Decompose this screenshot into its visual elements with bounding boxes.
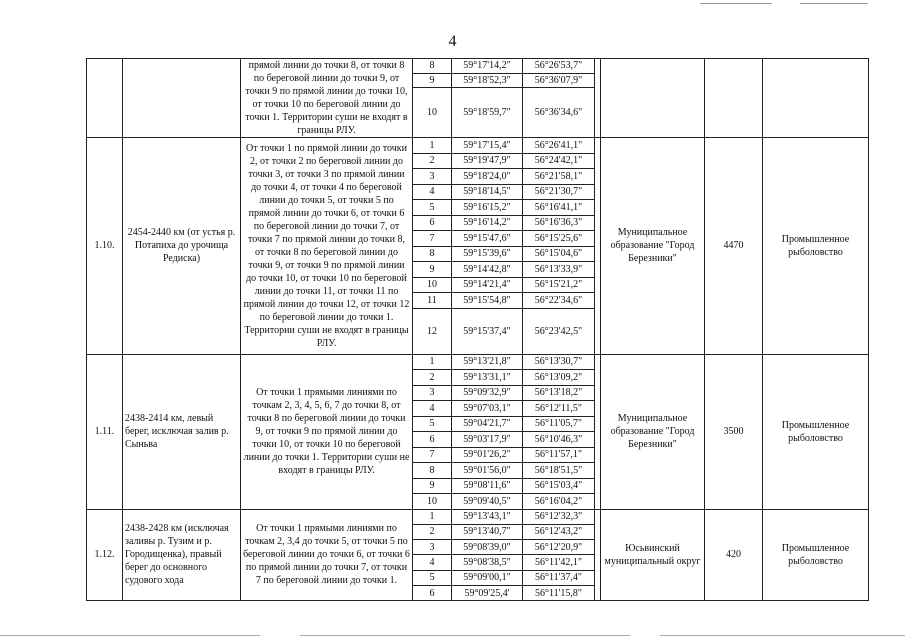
point-number: 4 (413, 401, 452, 417)
longitude-cell: 56°36'07,9" (523, 73, 595, 88)
latitude-cell: 59°14'42,8" (452, 262, 523, 278)
longitude-cell: 56°15'04,6" (523, 246, 595, 262)
top-rule-left (700, 3, 772, 4)
longitude-cell: 56°21'30,7" (523, 184, 595, 200)
longitude-cell: 56°15'03,4" (523, 478, 595, 494)
latitude-cell: 59°03'17,9" (452, 432, 523, 448)
boundary-description: От точки 1 по прямой линии до точки 2, от точки 2 по береговой линии до точки 3, от точки 3 по прямой линии до точки 4, от точки 4 по береговой линии до точки 5, от точки 5 по прямой линии до точки 6, от точки 6 по береговой линии до точки 7, от точки 7 по прямой линии до точки 8, от точки 8 по береговой линии до точки 9, от точки 9 по прямой линии до точки 10, от точки 10 по береговой линии до точки 11, от точки 11 по прямой линии до точки 12, от точки 12 по береговой линии до точки 1. Территории суши не входят в границы РЛУ. (241, 138, 413, 355)
longitude-cell: 56°12'43,2" (523, 524, 595, 539)
longitude-cell: 56°13'33,9" (523, 262, 595, 278)
latitude-cell: 59°09'40,5" (452, 494, 523, 510)
point-number: 12 (413, 308, 452, 354)
municipality-cell: Муниципальное образование "Город Березники" (601, 138, 705, 355)
point-number: 4 (413, 184, 452, 200)
point-number: 5 (413, 200, 452, 216)
boundary-description: От точки 1 прямыми линиями по точкам 2, 3,4 до точки 5, от точки 5 по береговой линии до точки 6, от точки 6 по прямой линии до точки 7, от точки 7 по береговой линии до точки 1. (241, 509, 413, 601)
entry-number (87, 59, 123, 138)
latitude-cell: 59°09'32,9" (452, 385, 523, 401)
longitude-cell: 56°18'51,5" (523, 463, 595, 479)
longitude-cell: 56°26'53,7" (523, 59, 595, 74)
table-row (87, 509, 869, 524)
longitude-cell: 56°26'41,1" (523, 138, 595, 154)
latitude-cell: 59°18'59,7" (452, 88, 523, 138)
area-cell: 3500 (705, 354, 763, 509)
point-number: 8 (413, 463, 452, 479)
boundary-description: От точки 1 прямыми линиями по точкам 2, 3, 4, 5, 6, 7 до точки 8, от точки 8 по береговой линии до точки 9, от точки 9 по прямой линии до точки 10, от точки 10 по береговой линии до точки 1. Территории суши не входят в границы РЛУ. (241, 354, 413, 509)
latitude-cell: 59°13'40,7" (452, 524, 523, 539)
table-row (87, 59, 869, 74)
point-number: 3 (413, 385, 452, 401)
municipality-cell: Муниципальное образование "Город Березники" (601, 354, 705, 509)
point-number: 5 (413, 570, 452, 585)
point-number: 6 (413, 585, 452, 600)
point-number: 10 (413, 277, 452, 293)
municipality-cell: Юсьвинский муниципальный округ (601, 509, 705, 601)
latitude-cell: 59°14'21,4" (452, 277, 523, 293)
point-number: 3 (413, 540, 452, 555)
latitude-cell: 59°13'43,1" (452, 509, 523, 524)
latitude-cell: 59°18'24,0" (452, 169, 523, 185)
longitude-cell: 56°24'42,1" (523, 153, 595, 169)
longitude-cell: 56°12'32,3" (523, 509, 595, 524)
point-number: 10 (413, 88, 452, 138)
latitude-cell: 59°08'38,5" (452, 555, 523, 570)
latitude-cell: 59°15'39,6" (452, 246, 523, 262)
bottom-rule-1 (0, 635, 260, 636)
point-number: 7 (413, 447, 452, 463)
boundary-description: прямой линии до точки 8, от точки 8 по береговой линии до точки 9, от точки 9 по прямой линии до точки 10, от точки 10 по береговой линии до точки 1. Территории суши не входят в границы РЛУ. (241, 59, 413, 138)
municipality-cell (601, 59, 705, 138)
area-cell: 420 (705, 509, 763, 601)
activity-cell: Промышленное рыболовство (763, 138, 869, 355)
point-number: 2 (413, 524, 452, 539)
latitude-cell: 59°13'21,8" (452, 354, 523, 370)
latitude-cell: 59°17'15,4" (452, 138, 523, 154)
latitude-cell: 59°09'00,1" (452, 570, 523, 585)
boundaries-table (86, 58, 869, 601)
point-number: 10 (413, 494, 452, 510)
activity-cell: Промышленное рыболовство (763, 509, 869, 601)
latitude-cell: 59°07'03,1" (452, 401, 523, 417)
latitude-cell: 59°04'21,7" (452, 416, 523, 432)
longitude-cell: 56°11'05,7" (523, 416, 595, 432)
point-number: 6 (413, 432, 452, 448)
latitude-cell: 59°18'14,5" (452, 184, 523, 200)
longitude-cell: 56°16'36,3" (523, 215, 595, 231)
longitude-cell: 56°13'30,7" (523, 354, 595, 370)
page-number: 4 (448, 33, 457, 50)
latitude-cell: 59°08'11,6" (452, 478, 523, 494)
longitude-cell: 56°15'25,6" (523, 231, 595, 247)
point-number: 8 (413, 246, 452, 262)
table-row (87, 354, 869, 370)
point-number: 1 (413, 138, 452, 154)
top-rule-right (800, 3, 868, 4)
bottom-rule-3 (660, 635, 905, 636)
longitude-cell: 56°16'41,1" (523, 200, 595, 216)
latitude-cell: 59°15'37,4" (452, 308, 523, 354)
point-number: 6 (413, 215, 452, 231)
latitude-cell: 59°16'15,2" (452, 200, 523, 216)
entry-number: 1.12. (87, 509, 123, 601)
longitude-cell: 56°11'42,1" (523, 555, 595, 570)
point-number: 9 (413, 262, 452, 278)
latitude-cell: 59°01'56,0" (452, 463, 523, 479)
location-cell: 2438-2428 км (исключая заливы р. Тузим и р. Городищенка), правый берег до основного судового хода (123, 509, 241, 601)
table-body (87, 59, 869, 601)
area-cell (705, 59, 763, 138)
longitude-cell: 56°22'34,6" (523, 293, 595, 309)
bottom-rule-2 (300, 635, 630, 636)
entry-number: 1.10. (87, 138, 123, 355)
latitude-cell: 59°15'54,8" (452, 293, 523, 309)
latitude-cell: 59°18'52,3" (452, 73, 523, 88)
point-number: 1 (413, 509, 452, 524)
table-row (87, 138, 869, 154)
point-number: 3 (413, 169, 452, 185)
point-number: 5 (413, 416, 452, 432)
point-number: 11 (413, 293, 452, 309)
longitude-cell: 56°13'09,2" (523, 370, 595, 386)
point-number: 2 (413, 370, 452, 386)
longitude-cell: 56°13'18,2" (523, 385, 595, 401)
point-number: 9 (413, 478, 452, 494)
point-number: 8 (413, 59, 452, 74)
location-cell: 2454-2440 км (от устья р. Потапиха до урочища Редиска) (123, 138, 241, 355)
longitude-cell: 56°12'11,5" (523, 401, 595, 417)
activity-cell: Промышленное рыболовство (763, 354, 869, 509)
longitude-cell: 56°11'57,1" (523, 447, 595, 463)
point-number: 1 (413, 354, 452, 370)
latitude-cell: 59°08'39,0" (452, 540, 523, 555)
point-number: 9 (413, 73, 452, 88)
latitude-cell: 59°19'47,9" (452, 153, 523, 169)
point-number: 7 (413, 231, 452, 247)
longitude-cell: 56°23'42,5" (523, 308, 595, 354)
latitude-cell: 59°15'47,6" (452, 231, 523, 247)
longitude-cell: 56°36'34,6" (523, 88, 595, 138)
latitude-cell: 59°13'31,1" (452, 370, 523, 386)
longitude-cell: 56°21'58,1" (523, 169, 595, 185)
entry-number: 1.11. (87, 354, 123, 509)
latitude-cell: 59°16'14,2" (452, 215, 523, 231)
activity-cell (763, 59, 869, 138)
point-number: 4 (413, 555, 452, 570)
longitude-cell: 56°11'37,4" (523, 570, 595, 585)
longitude-cell: 56°10'46,3" (523, 432, 595, 448)
longitude-cell: 56°15'21,2" (523, 277, 595, 293)
location-cell: 2438-2414 км, левый берег, исключая залив р. Сыньва (123, 354, 241, 509)
longitude-cell: 56°12'20,9" (523, 540, 595, 555)
longitude-cell: 56°16'04,2" (523, 494, 595, 510)
latitude-cell: 59°01'26,2" (452, 447, 523, 463)
area-cell: 4470 (705, 138, 763, 355)
location-cell (123, 59, 241, 138)
latitude-cell: 59°17'14,2" (452, 59, 523, 74)
point-number: 2 (413, 153, 452, 169)
longitude-cell: 56°11'15,8" (523, 585, 595, 600)
latitude-cell: 59°09'25,4' (452, 585, 523, 600)
